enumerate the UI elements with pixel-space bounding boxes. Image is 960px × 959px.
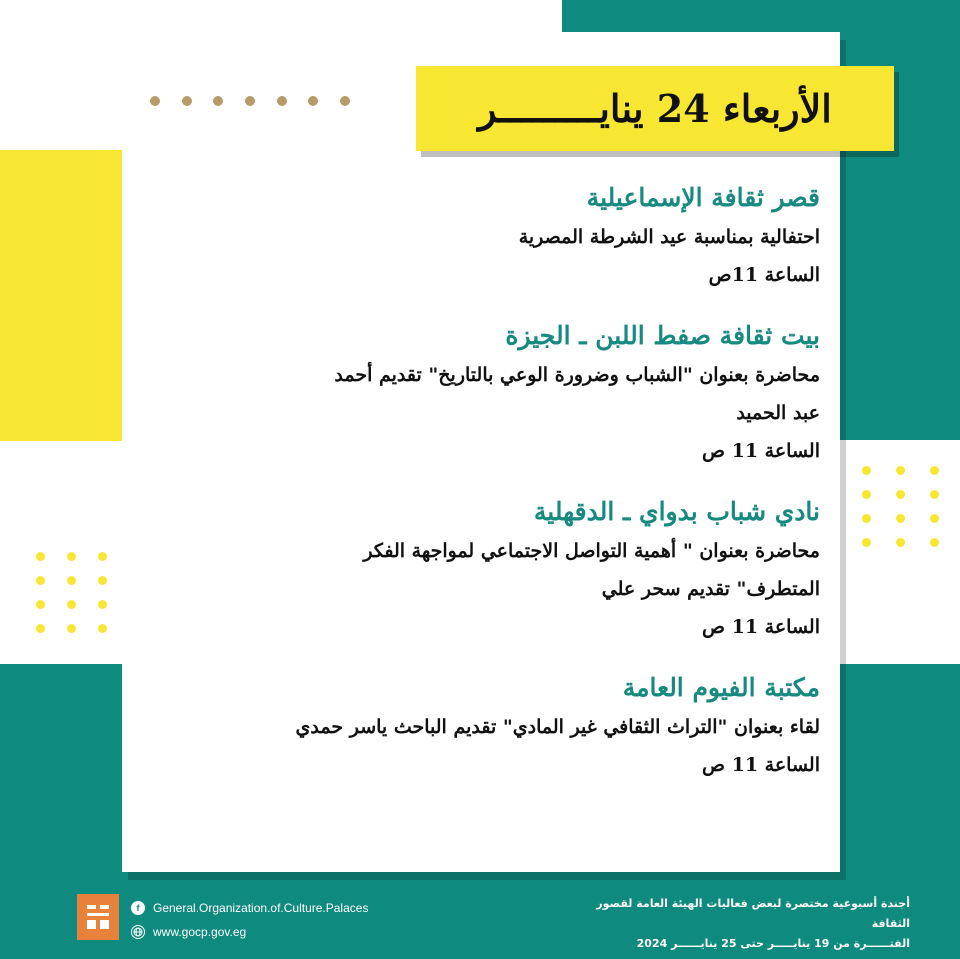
event-venue: بيت ثقافة صفط اللبن ـ الجيزة <box>505 321 820 350</box>
social-links <box>131 898 368 946</box>
date-banner-title: الأربعاء 24 ينايـــــــــر <box>478 86 832 131</box>
yellow-block-left <box>0 150 122 441</box>
website-label: www.gocp.gov.eg <box>153 925 247 939</box>
yellow-dots-right <box>862 466 960 562</box>
facebook-icon: f <box>131 901 145 915</box>
event-item <box>160 178 820 294</box>
event-time: الساعة 11 ص <box>702 440 820 462</box>
event-time: الساعة 11ص <box>708 264 820 286</box>
gocp-logo <box>77 894 119 940</box>
event-time: الساعة 11 ص <box>702 754 820 776</box>
event-description: لقاء بعنوان "التراث الثقافي غير المادي" تقديم الباحث ياسر حمدي <box>295 716 820 738</box>
gocp-logo-mark <box>83 900 113 934</box>
event-description: محاضرة بعنوان " أهمية التواصل الاجتماعي لمواجهة الفكر <box>363 540 820 562</box>
event-venue: نادي شباب بدواي ـ الدقهلية <box>533 497 820 526</box>
facebook-label: General.Organization.of.Culture.Palaces <box>153 901 369 915</box>
event-description: احتفالية بمناسبة عيد الشرطة المصرية <box>518 226 820 248</box>
date-banner <box>416 66 894 151</box>
website-link[interactable] <box>131 922 368 942</box>
facebook-link[interactable] <box>131 898 368 918</box>
footer-agenda <box>560 894 910 954</box>
yellow-dots-left <box>36 552 129 648</box>
event-description-cont: عبد الحميد <box>736 402 820 424</box>
brown-dots-row <box>150 96 350 108</box>
event-description: محاضرة بعنوان "الشباب وضرورة الوعي بالتاريخ" تقديم أحمد <box>334 364 820 386</box>
event-item <box>160 316 820 470</box>
event-time: الساعة 11 ص <box>702 616 820 638</box>
period-line: الفتــــــرة من 19 ينايـــــر حتى 25 ينايــــــر 2024 <box>636 937 910 950</box>
agenda-line: أجندة أسبوعية مختصرة لبعض فعاليات الهيئة العامة لقصور الثقافة <box>596 897 910 930</box>
event-venue: قصر ثقافة الإسماعيلية <box>586 183 820 212</box>
event-description-cont: المتطرف" تقديم سحر علي <box>601 578 820 600</box>
events-list <box>160 178 820 806</box>
event-item <box>160 668 820 784</box>
event-item <box>160 492 820 646</box>
globe-icon <box>131 925 145 939</box>
event-venue: مكتبة الفيوم العامة <box>622 673 820 702</box>
